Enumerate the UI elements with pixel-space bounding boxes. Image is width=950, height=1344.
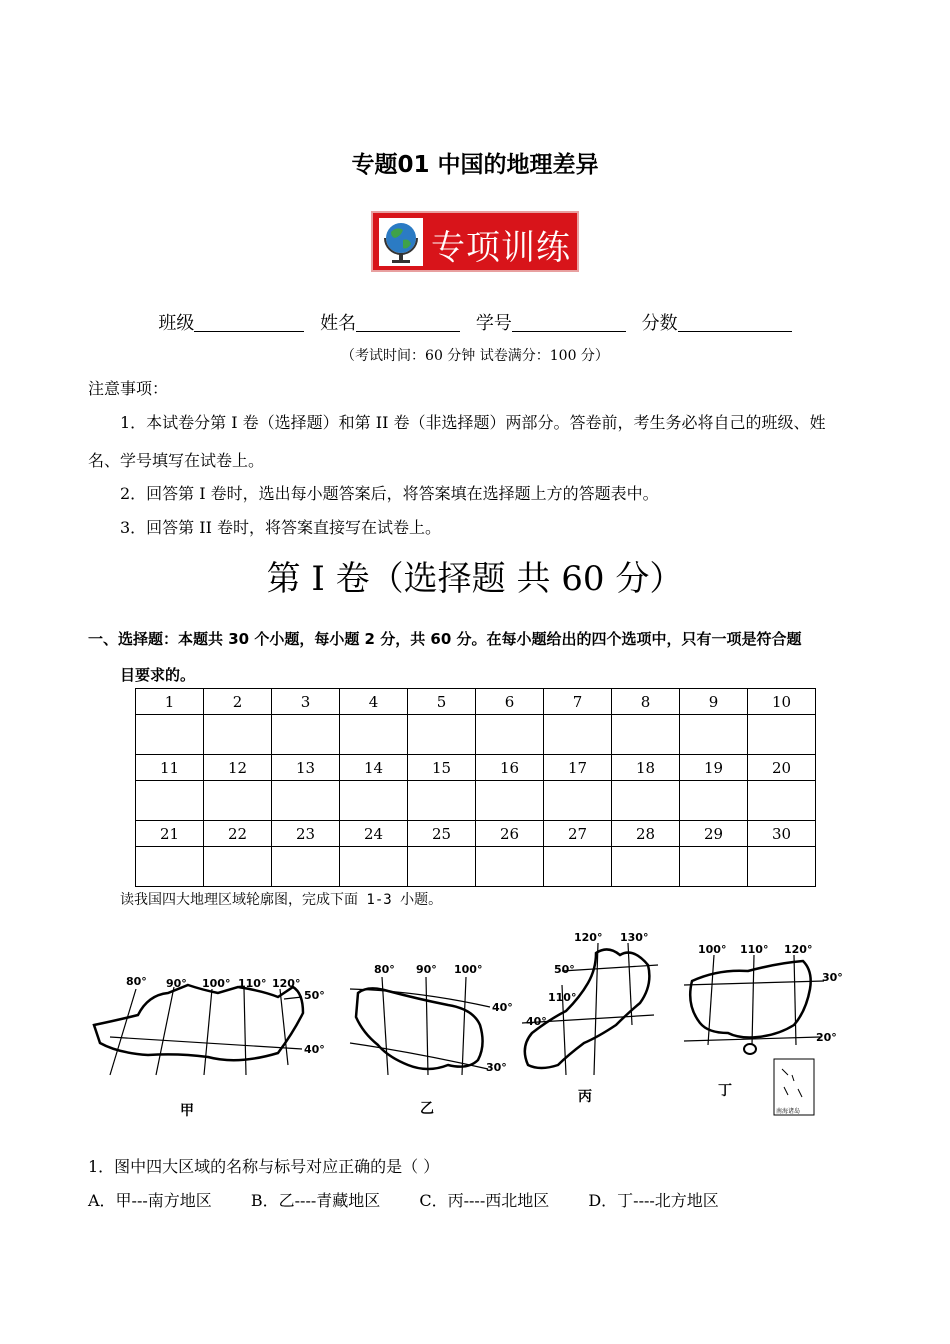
answer-cell[interactable]	[340, 715, 408, 755]
answer-cell[interactable]	[408, 847, 476, 887]
table-row	[136, 781, 816, 821]
question-number: 14	[340, 755, 408, 781]
question-number: 8	[612, 689, 680, 715]
name-label: 姓名	[320, 313, 357, 334]
notice-item: 3．回答第 II 卷时，将答案直接写在试卷上。	[120, 518, 441, 537]
map-tick-label: 110°	[238, 977, 267, 990]
question-number: 26	[476, 821, 544, 847]
question-number: 19	[680, 755, 748, 781]
answer-cell[interactable]	[408, 715, 476, 755]
answer-cell[interactable]	[204, 715, 272, 755]
question-number: 27	[544, 821, 612, 847]
map-label: 丁	[718, 1083, 732, 1099]
class-field[interactable]	[194, 313, 304, 332]
option-a[interactable]: A．甲---南方地区	[88, 1191, 212, 1210]
map-tick-label: 40°	[492, 1001, 513, 1014]
map-tick-label: 30°	[822, 971, 843, 984]
question-1-options	[88, 1188, 753, 1211]
question-number: 25	[408, 821, 476, 847]
badge-text: 专项训练	[431, 228, 571, 268]
exam-time: （考试时间：60 分钟 试卷满分：100 分）	[341, 348, 609, 364]
answer-cell[interactable]	[612, 847, 680, 887]
answer-cell[interactable]	[204, 847, 272, 887]
reading-prompt: 读我国四大地理区域轮廓图，完成下面 1-3 小题。	[120, 892, 443, 908]
map-tick-label: 110°	[548, 991, 577, 1004]
question-number: 5	[408, 689, 476, 715]
map-tick-label: 110°	[740, 943, 769, 956]
question-number: 22	[204, 821, 272, 847]
answer-cell[interactable]	[476, 847, 544, 887]
question-number: 12	[204, 755, 272, 781]
inset-label: 南海诸岛	[776, 1108, 801, 1115]
question-number: 15	[408, 755, 476, 781]
table-row	[136, 755, 816, 781]
answer-cell[interactable]	[544, 715, 612, 755]
question-number: 11	[136, 755, 204, 781]
notice-item: 名、学号填写在试卷上。	[88, 451, 265, 470]
map-tick-label: 50°	[554, 963, 575, 976]
answer-cell[interactable]	[272, 847, 340, 887]
question-number: 24	[340, 821, 408, 847]
question-number: 30	[748, 821, 816, 847]
question-1-stem: 1．图中四大区域的名称与标号对应正确的是（ ）	[88, 1157, 440, 1176]
map-bing	[522, 931, 658, 1105]
answer-cell[interactable]	[340, 847, 408, 887]
answer-cell[interactable]	[136, 715, 204, 755]
question-number: 29	[680, 821, 748, 847]
map-tick-label: 80°	[126, 975, 147, 988]
option-c[interactable]: C．丙----西北地区	[419, 1191, 550, 1210]
score-field[interactable]	[678, 313, 792, 332]
answer-table	[135, 688, 816, 887]
map-yi	[350, 963, 513, 1117]
map-tick-label: 100°	[202, 977, 231, 990]
answer-cell[interactable]	[408, 781, 476, 821]
answer-cell[interactable]	[544, 781, 612, 821]
map-tick-label: 40°	[526, 1015, 547, 1028]
table-row	[136, 689, 816, 715]
map-label: 丙	[578, 1089, 592, 1105]
student-info-row	[0, 309, 950, 335]
question-number: 2	[204, 689, 272, 715]
question-number: 18	[612, 755, 680, 781]
question-number: 13	[272, 755, 340, 781]
topic-badge	[371, 211, 579, 272]
map-tick-label: 80°	[374, 963, 395, 976]
answer-cell[interactable]	[204, 781, 272, 821]
answer-cell[interactable]	[136, 781, 204, 821]
map-tick-label: 100°	[698, 943, 727, 956]
volume-title: 第 I 卷（选择题 共 60 分）	[266, 559, 684, 599]
option-b[interactable]: B．乙----青藏地区	[250, 1191, 381, 1210]
notice-item: 1．本试卷分第 I 卷（选择题）和第 II 卷（非选择题）两部分。答卷前，考生务必将自己的班级、姓	[120, 413, 826, 432]
map-jia	[94, 975, 325, 1119]
map-tick-label: 100°	[454, 963, 483, 976]
class-label: 班级	[158, 313, 195, 334]
question-number: 9	[680, 689, 748, 715]
map-tick-label: 120°	[574, 931, 603, 944]
map-tick-label: 50°	[304, 989, 325, 1002]
score-label: 分数	[641, 313, 678, 334]
answer-cell[interactable]	[748, 847, 816, 887]
question-number: 7	[544, 689, 612, 715]
answer-cell[interactable]	[136, 847, 204, 887]
map-tick-label: 20°	[816, 1031, 837, 1044]
map-tick-label: 90°	[416, 963, 437, 976]
notice-item: 2．回答第 I 卷时，选出每小题答案后，将答案填在选择题上方的答题表中。	[120, 484, 659, 503]
answer-cell[interactable]	[680, 781, 748, 821]
answer-cell[interactable]	[680, 847, 748, 887]
answer-cell[interactable]	[612, 781, 680, 821]
student-id-label: 学号	[475, 313, 512, 334]
map-label: 乙	[420, 1101, 434, 1117]
map-tick-label: 90°	[166, 977, 187, 990]
map-tick-label: 120°	[272, 977, 301, 990]
answer-cell[interactable]	[680, 715, 748, 755]
question-number: 21	[136, 821, 204, 847]
section-line: 一、选择题：本题共 30 个小题，每小题 2 分，共 60 分。在每小题给出的四个选项中，只有一项是符合题	[88, 630, 802, 648]
region-maps-figure	[88, 925, 858, 1125]
answer-cell[interactable]	[476, 781, 544, 821]
page-title: 专题01 中国的地理差异	[351, 152, 599, 178]
question-number: 17	[544, 755, 612, 781]
map-ding	[684, 943, 843, 1115]
option-d[interactable]: D．丁----北方地区	[588, 1191, 719, 1210]
answer-cell[interactable]	[272, 781, 340, 821]
map-tick-label: 40°	[304, 1043, 325, 1056]
table-row	[136, 847, 816, 887]
answer-cell[interactable]	[544, 847, 612, 887]
map-tick-label: 130°	[620, 931, 649, 944]
notice-heading: 注意事项：	[88, 379, 169, 398]
answer-cell[interactable]	[748, 781, 816, 821]
globe-icon	[379, 218, 423, 266]
section-line: 目要求的。	[120, 666, 196, 684]
table-row	[136, 821, 816, 847]
student-id-field[interactable]	[512, 313, 626, 332]
answer-cell[interactable]	[272, 715, 340, 755]
section-instructions	[88, 621, 868, 693]
question-number: 28	[612, 821, 680, 847]
question-number: 3	[272, 689, 340, 715]
question-number: 4	[340, 689, 408, 715]
question-number: 6	[476, 689, 544, 715]
question-number: 20	[748, 755, 816, 781]
question-number: 16	[476, 755, 544, 781]
question-number: 23	[272, 821, 340, 847]
answer-cell[interactable]	[340, 781, 408, 821]
answer-cell[interactable]	[476, 715, 544, 755]
question-number: 1	[136, 689, 204, 715]
map-label: 甲	[180, 1103, 194, 1119]
question-number: 10	[748, 689, 816, 715]
map-tick-label: 30°	[486, 1061, 507, 1074]
answer-cell[interactable]	[612, 715, 680, 755]
map-tick-label: 120°	[784, 943, 813, 956]
table-row	[136, 715, 816, 755]
name-field[interactable]	[356, 313, 460, 332]
answer-cell[interactable]	[748, 715, 816, 755]
